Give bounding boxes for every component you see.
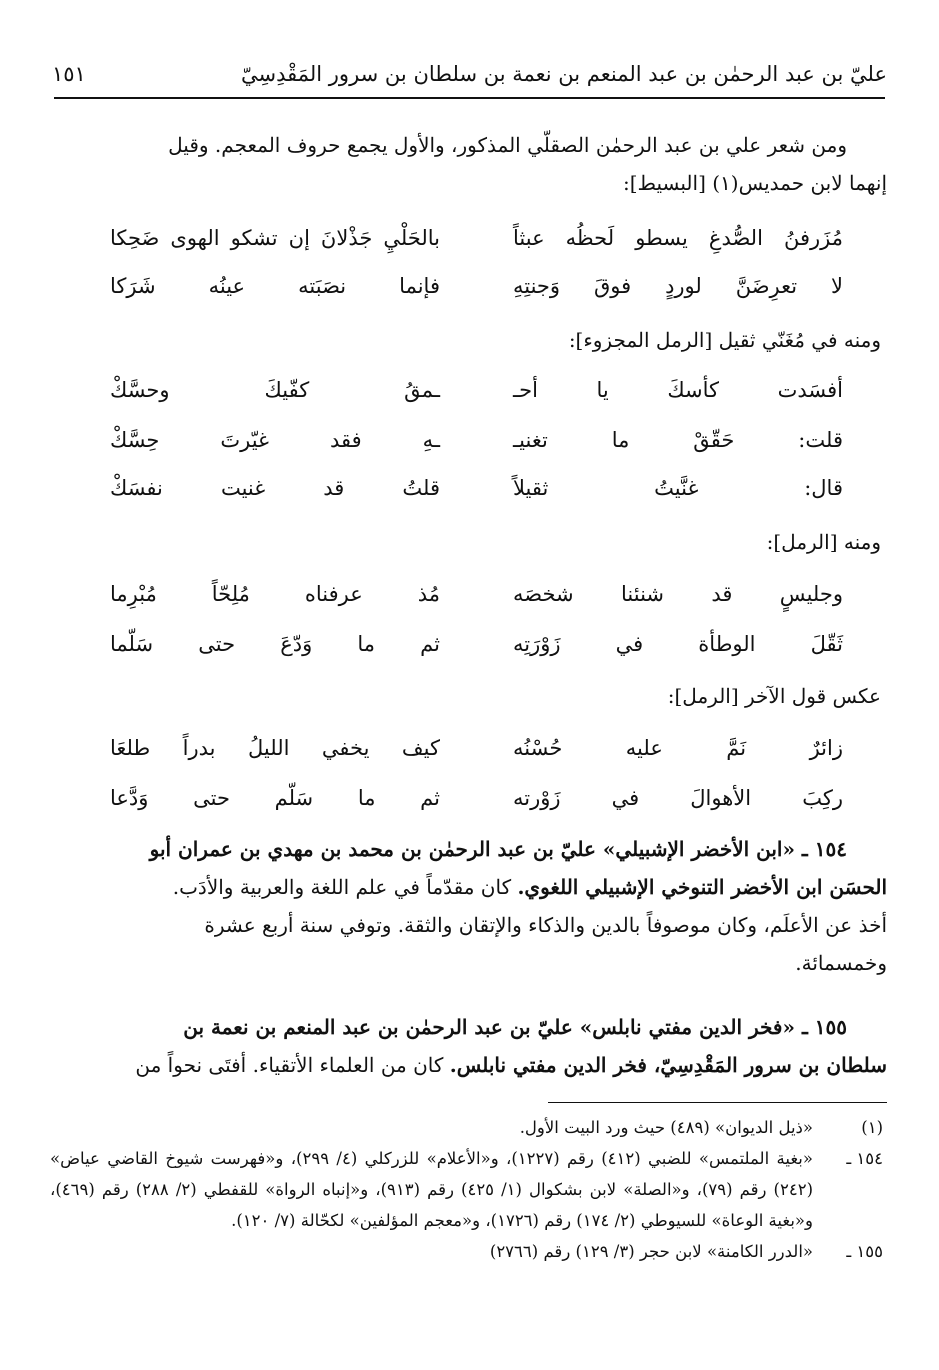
entry-154-line-4: وخمسمائة.	[795, 951, 887, 975]
verse-7-second-hemistich: ثم ما وَدّعَ حتى سَلّما	[110, 632, 440, 656]
entry-155	[50, 1008, 887, 1084]
verse-9	[110, 778, 843, 818]
entry-154-line-3: أخذ عن الأعلَم، وكان موصوفاً بالدين والذكاء والإتقان والثقة. وتوفي سنة أربع عشرة	[204, 913, 887, 937]
intro-line-1: ومن شعر علي بن عبد الرحمٰن الصقلّي المذكور، والأول يجمع حروف المعجم. وقيل	[168, 133, 847, 157]
footnote-1-marker: (١)	[861, 1118, 883, 1137]
entry-155-heading: ١٥٥ ـ «فخر الدين مفتي نابلس» عليّ بن عبد الرحمٰن بن عبد المنعم بن نعمة بن	[183, 1015, 847, 1039]
verse-9-first-hemistich: ركِبَ الأهوالَ في زَوْرته	[513, 786, 843, 810]
footnote-1-text: «ذيل الديوان» (٤٨٩) حيث ورد البيت الأول.	[519, 1118, 813, 1137]
verse-9-second-hemistich: ثم ما سَلّم حتى وَدَّعا	[110, 786, 440, 810]
verse-2	[110, 266, 843, 306]
verse-6-second-hemistich: مُذ عرفناه مُلِحّاً مُبْرِما	[110, 582, 440, 606]
verse-1-first-hemistich: مُزَرفنُ الصُّدغِ يسطو لَحظُه عبثاً	[513, 226, 843, 250]
running-title: عليّ بن عبد الرحمٰن بن عبد المنعم بن نعمة بن سلطان بن سرور المَقْدِسِيّ	[241, 62, 887, 86]
verse-5	[110, 468, 843, 508]
verse-3	[110, 370, 843, 410]
entry-154-line-2	[50, 868, 887, 906]
verse-7	[110, 624, 843, 664]
verse-1-second-hemistich: بالحَلْيِ جَذْلانَ إن تشكو الهوى ضَحِكا	[110, 226, 440, 250]
entry-154-description: كان مقدّماً في علم اللغة والعربية والأدَب.	[172, 875, 518, 899]
verse-4-first-hemistich: قلت: حَقّقْ ما تغنيـ	[513, 428, 843, 452]
verse-1	[110, 218, 843, 258]
footnote-divider	[548, 1102, 887, 1103]
entry-155-name: سلطان بن سرور المَقْدِسِيّ، فخر الدين مفتي نابلس.	[449, 1053, 887, 1077]
verse-3-second-hemistich: ـمقُ كفّيكَ وحسَّكْ	[110, 378, 440, 402]
verse-8-second-hemistich: كيف يخفي الليلُ بدراً طلعَا	[110, 736, 440, 760]
footnote-154-text: «بغية الملتمس» للضبي (٤١٢) رقم (١٢٢٧)، و«الأعلام» للزركلي (٤/ ٢٩٩)، و«فهرست شيوخ القاضي عياض» (٢٤٢) رقم (٧٩)، و«الصلة» لابن بشكوال (١/ ٤٢٥) رقم (٩١٣)، و«إنباه الرواة» للقفطي (٢/ ٢٨٨) رقم (٤٦٩)، و«بغية الوعاة» للسيوطي (٢/ ١٧٤) رقم (١٧٢٦)، و«معجم المؤلفين» لكحّالة (٧/ ١٢٠).	[50, 1149, 813, 1230]
footnote-155-marker: ١٥٥ ـ	[846, 1242, 883, 1261]
verse-7-first-hemistich: ثَقّلَ الوطأة في زَوْرَتِه	[513, 632, 843, 656]
footnote-155	[50, 1236, 883, 1267]
verse-6-first-hemistich: وجليسٍ قد شنئنا شخصَه	[513, 582, 843, 606]
entry-155-description: كان من العلماء الأتقياء. أفتَى نحواً من	[135, 1053, 450, 1077]
page-number: ١٥١	[52, 62, 86, 86]
intro-paragraph	[50, 126, 887, 202]
entry-154-name: الحسَن ابن الأخضر التنوخي الإشبيلي اللغوي.	[517, 875, 887, 899]
poem-2-intro: ومنه في مُغَنّي ثقيل [الرمل المجزوء]:	[568, 328, 881, 352]
poem-3-intro: ومنه [الرمل]:	[766, 530, 881, 554]
footnote-155-text: «الدرر الكامنة» لابن حجر (٣/ ١٢٩) رقم (٢٧٦٦)	[489, 1242, 813, 1261]
footnote-154	[50, 1143, 883, 1236]
header-divider	[54, 97, 885, 99]
entry-154	[50, 830, 887, 982]
verse-3-first-hemistich: أفسَدت كأسكَ يا أحـ	[513, 378, 843, 402]
running-header	[52, 54, 887, 94]
entry-155-line-2	[50, 1046, 887, 1084]
verse-5-second-hemistich: قلتُ قد غنيت نفسَكْ	[110, 476, 440, 500]
verse-2-second-hemistich: فإنما نصَبَته عينُه شَرَكا	[110, 274, 440, 298]
verse-4	[110, 420, 843, 460]
entry-154-heading: ١٥٤ ـ «ابن الأخضر الإشبيلي» عليّ بن عبد الرحمٰن بن محمد بن مهدي بن عمران أبو	[149, 837, 847, 861]
footnotes	[50, 1112, 883, 1267]
verse-8-first-hemistich: زائرٌ نَمَّ عليه حُسْنُه	[513, 736, 843, 760]
verse-2-first-hemistich: لا تعرِضَنَّ لوردٍ فوقَ وَجنتِهِ	[513, 274, 843, 298]
verse-8	[110, 728, 843, 768]
verse-4-second-hemistich: ـهِ فقد غيّرتَ حِسَّكْ	[110, 428, 440, 452]
verse-6	[110, 574, 843, 614]
intro-line-2: إنهما لابن حمديس(١) [البسيط]:	[622, 171, 887, 195]
poem-4-intro: عكس قول الآخر [الرمل]:	[667, 684, 881, 708]
verse-5-first-hemistich: قال: غنَّيتُ ثقيلاً	[513, 476, 843, 500]
footnote-1	[50, 1112, 883, 1143]
footnote-154-marker: ١٥٤ ـ	[846, 1149, 883, 1168]
